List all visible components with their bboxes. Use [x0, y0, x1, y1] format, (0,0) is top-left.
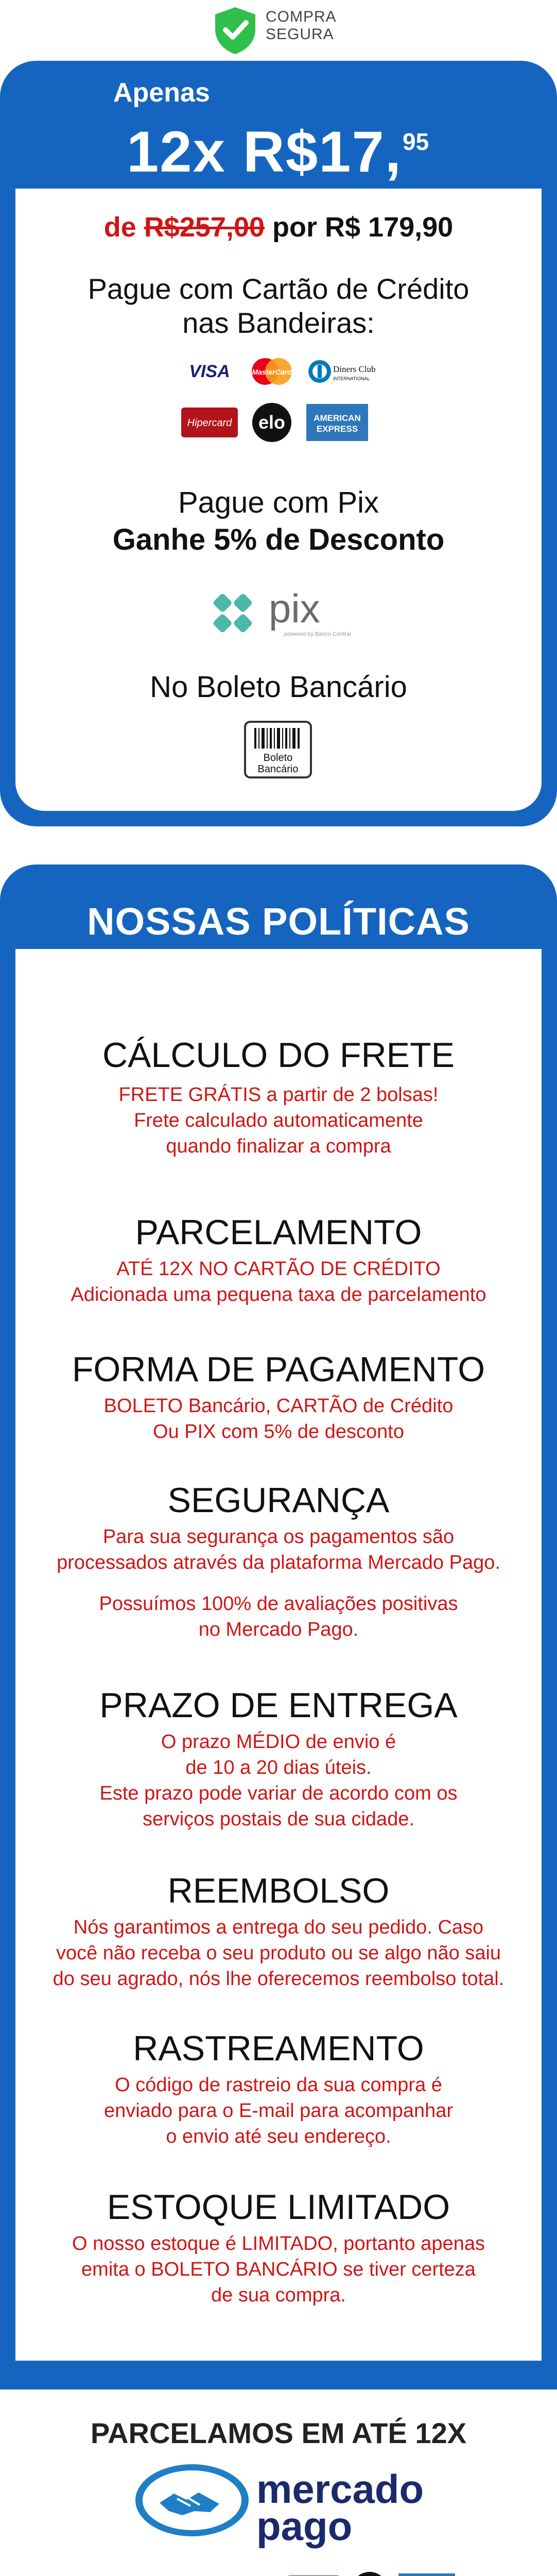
svg-text:EXPRESS: EXPRESS [316, 424, 358, 434]
american-express-icon [398, 2573, 455, 2576]
price-comparison [0, 211, 557, 243]
svg-text:Bancário: Bancário [257, 764, 299, 775]
policy-reembolso [15, 1870, 542, 1992]
pix-title [0, 484, 557, 558]
reembolso-line1: Nós garantimos a entrega do seu pedido. Caso [73, 1917, 484, 1938]
frete-title: CÁLCULO DO FRETE [102, 1036, 455, 1075]
prazo-title: PRAZO DE ENTREGA [99, 1686, 458, 1725]
svg-text:pix: pix [269, 586, 320, 631]
svg-text:elo: elo [258, 412, 286, 433]
svg-text:MasterCard: MasterCard [252, 368, 292, 376]
pix-line1: Pague com Pix [178, 486, 379, 519]
card-brands-row2 [181, 402, 375, 443]
pix-line2: Ganhe 5% de Desconto [112, 523, 445, 556]
svg-text:VISA: VISA [189, 362, 230, 381]
elo-icon [350, 2571, 389, 2576]
policy-rastreamento [15, 2028, 542, 2149]
boleto-title: No Boleto Bancário [150, 670, 407, 704]
apenas-label: Apenas [113, 78, 210, 108]
pagamento-line2: Ou PIX com 5% de desconto [153, 1421, 404, 1443]
hipercard-icon [181, 408, 238, 437]
prazo-line2: de 10 a 20 dias úteis. [185, 1757, 372, 1778]
american-express-icon [306, 404, 368, 441]
policy-seguranca [15, 1480, 542, 1642]
card-title-line1: Pague com Cartão de Crédito [88, 273, 469, 305]
new-price: por R$ 179,90 [265, 212, 454, 243]
badge-label [266, 8, 337, 43]
svg-text:AMERICAN: AMERICAN [314, 413, 361, 423]
reembolso-line3: do seu agrado, nós lhe oferecemos reembolso total. [53, 1968, 504, 1990]
svg-text:Boleto: Boleto [263, 752, 293, 764]
de-label: de [103, 212, 144, 243]
policy-parcelamento [15, 1212, 542, 1308]
prazo-line3: Este prazo pode variar de acordo com os [99, 1783, 458, 1804]
installment-cents: 95 [403, 128, 429, 155]
barcode-icon [242, 719, 314, 781]
estoque-title: ESTOQUE LIMITADO [107, 2188, 450, 2227]
mastercard-icon [247, 357, 297, 386]
mercado-pago-text2: pago [256, 2503, 353, 2549]
policy-prazo [15, 1685, 542, 1832]
policy-pagamento [15, 1349, 542, 1445]
seguranca-line1: Para sua segurança os pagamentos são [102, 1526, 455, 1548]
card-title-line2: nas Bandeiras: [182, 307, 375, 339]
reembolso-title: REEMBOLSO [167, 1871, 390, 1910]
diners-club-icon [306, 357, 378, 386]
estoque-line1: O nosso estoque é LIMITADO, portanto apenas [72, 2233, 485, 2255]
svg-text:powered by Banco Central: powered by Banco Central [284, 631, 351, 637]
parcelamento-line1: ATÉ 12X NO CARTÃO DE CRÉDITO [116, 1258, 441, 1280]
policy-frete [15, 1035, 542, 1159]
estoque-line3: de sua compra. [211, 2284, 346, 2306]
prazo-line1: O prazo MÉDIO de envio é [161, 1731, 396, 1753]
prazo-line4: serviços postais de sua cidade. [142, 1808, 415, 1830]
policies-header: NOSSAS POLÍTICAS [87, 900, 470, 943]
badge-line2: SEGURA [266, 26, 334, 43]
pagamento-line1: BOLETO Bancário, CARTÃO de Crédito [103, 1395, 454, 1417]
rastreamento-line3: o envio até seu endereço. [166, 2126, 391, 2147]
card-brands-row1 [181, 357, 386, 386]
svg-text:Hipercard: Hipercard [187, 417, 232, 429]
pix-logo-icon [202, 582, 356, 644]
secure-purchase-badge [0, 0, 557, 61]
rastreamento-title: RASTREAMENTO [133, 2029, 424, 2068]
parcelamento-line2: Adicionada uma pequena taxa de parcelamento [71, 1284, 486, 1306]
footer-card-brands [98, 2571, 462, 2576]
frete-line1: FRETE GRÁTIS a partir de 2 bolsas! [118, 1084, 439, 1106]
card-payment-title [0, 272, 557, 340]
badge-line1: COMPRA [266, 8, 337, 25]
parcelamos-banner: PARCELAMOS EM ATÉ 12X [90, 2417, 467, 2449]
visa-icon [181, 357, 238, 386]
seguranca-title: SEGURANÇA [167, 1481, 390, 1520]
elo-icon [247, 402, 297, 443]
mercado-pago-handshake-icon [133, 2462, 251, 2539]
policy-estoque [15, 2187, 542, 2308]
svg-text:Diners Club: Diners Club [333, 364, 376, 374]
mercado-pago-text1: mercado [256, 2466, 424, 2512]
frete-line3: quando finalizar a compra [166, 1136, 391, 1157]
svg-text:INTERNATIONAL: INTERNATIONAL [333, 376, 370, 381]
old-price: R$257,00 [144, 212, 265, 243]
installment-price: 12x R$17, [127, 120, 402, 184]
seguranca-line3: Possuímos 100% de avaliações positivas [99, 1593, 458, 1615]
estoque-line2: emita o BOLETO BANCÁRIO se tiver certeza [81, 2259, 476, 2280]
shield-check-icon [212, 5, 258, 56]
rastreamento-line1: O código de rastreio da sua compra é [115, 2074, 442, 2096]
pagamento-title: FORMA DE PAGAMENTO [72, 1350, 485, 1389]
rastreamento-line2: enviado para o E-mail para acompanhar [103, 2100, 454, 2122]
parcelamento-title: PARCELAMENTO [135, 1213, 422, 1252]
frete-line2: Frete calculado automaticamente [134, 1110, 423, 1131]
seguranca-line4: no Mercado Pago. [198, 1619, 359, 1640]
seguranca-line2: processados através da plataforma Mercado Pago. [57, 1552, 500, 1573]
reembolso-line2: você não receba o seu produto ou se algo não saiu [56, 1942, 501, 1964]
